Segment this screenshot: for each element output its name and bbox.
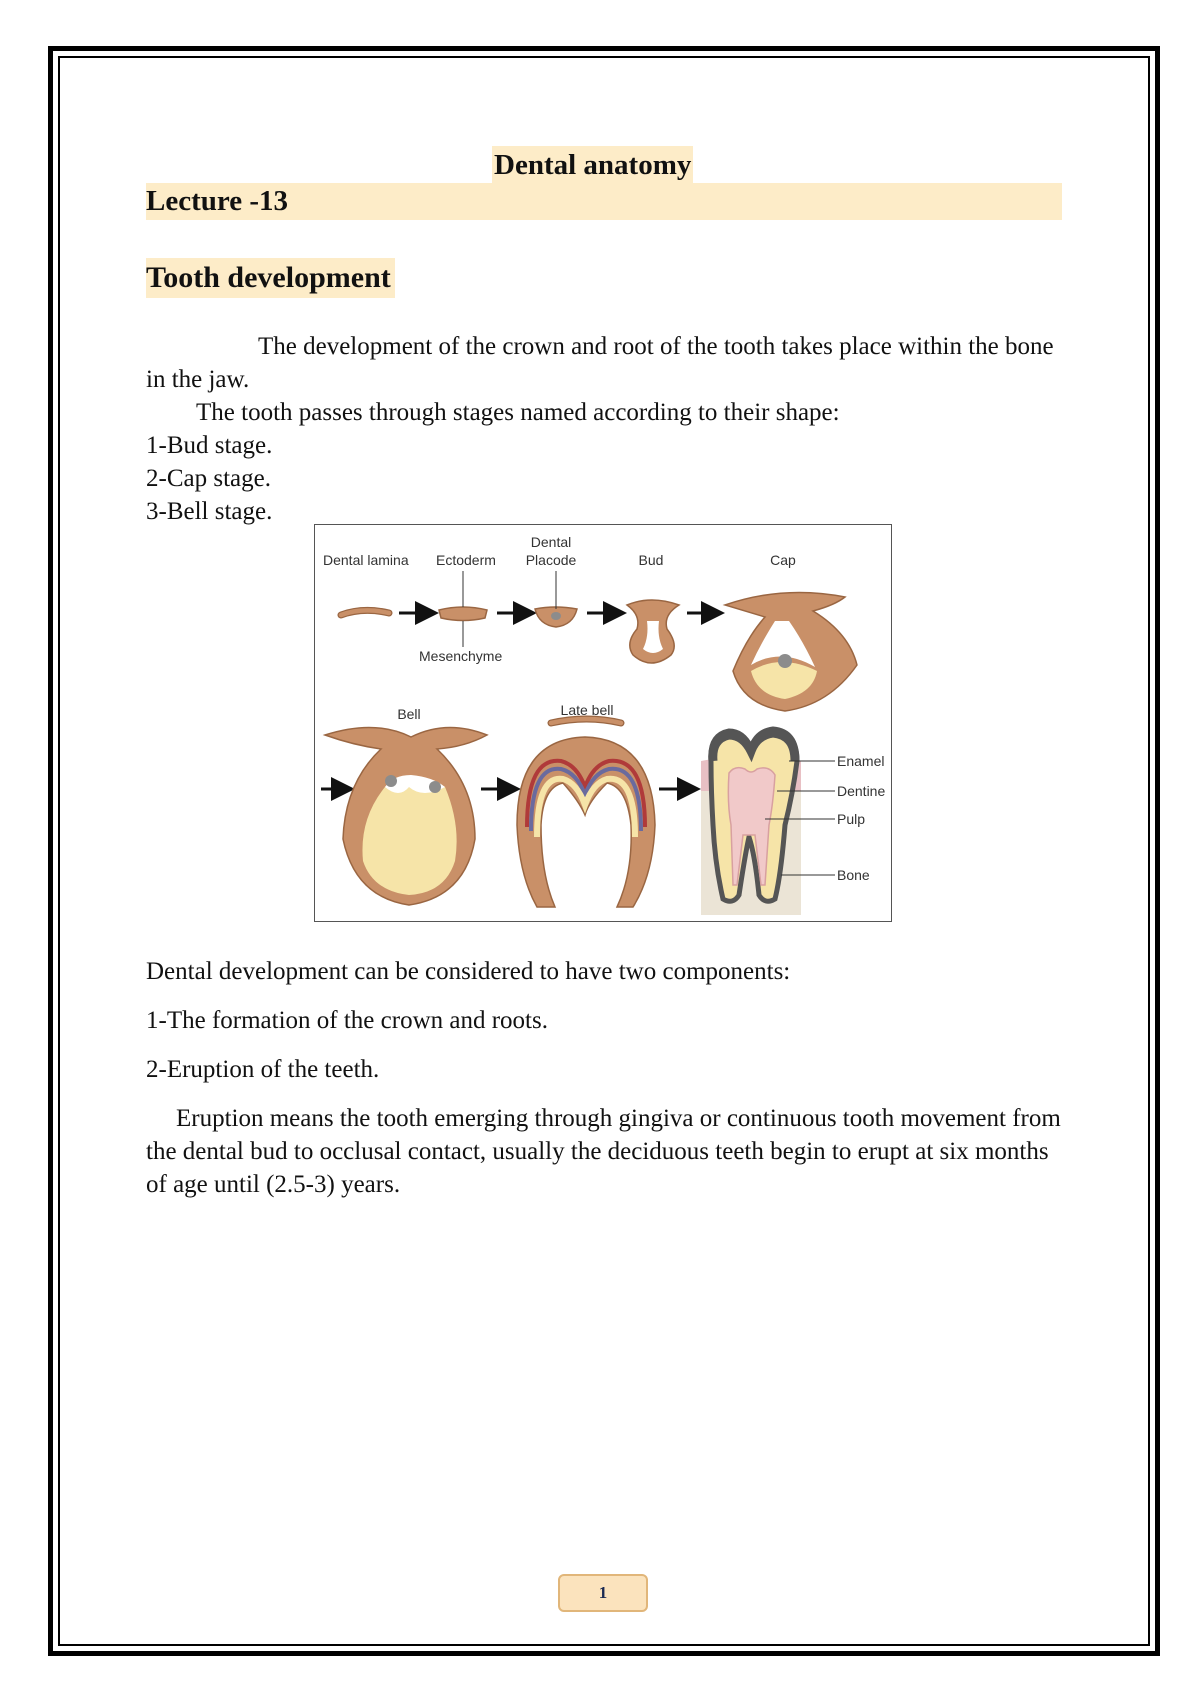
- label-ectoderm: Ectoderm: [436, 552, 496, 568]
- components-intro: Dental development can be considered to have two components:: [146, 958, 791, 985]
- stage-item-cap: 2-Cap stage.: [146, 465, 271, 492]
- label-placode: Placode: [525, 552, 577, 568]
- label-bone: Bone: [837, 867, 870, 883]
- label-mesenchyme: Mesenchyme: [419, 648, 503, 664]
- lecture-heading: Lecture -13: [146, 183, 1062, 220]
- label-dental: Dental: [530, 534, 572, 550]
- label-dentine: Dentine: [837, 783, 886, 799]
- label-dental-lamina: Dental lamina: [323, 552, 409, 568]
- section-title: Tooth development: [146, 258, 395, 298]
- label-late-bell: Late bell: [560, 702, 614, 718]
- label-pulp: Pulp: [837, 811, 866, 827]
- tooth-development-figure: [314, 524, 892, 922]
- stage-item-bud: 1-Bud stage.: [146, 432, 273, 459]
- stage-item-bell: 3-Bell stage.: [146, 498, 273, 525]
- label-bell: Bell: [397, 706, 421, 722]
- stages-intro: The tooth passes through stages named according to their shape:: [196, 399, 840, 426]
- page-number-badge: 1: [558, 1574, 648, 1612]
- ectoderm-shape: [439, 607, 487, 621]
- label-enamel: Enamel: [837, 753, 885, 769]
- placode-node: [551, 612, 561, 620]
- document-title: Dental anatomy: [492, 146, 693, 184]
- enamel-knot: [778, 654, 792, 668]
- stages-list: [146, 429, 272, 528]
- tooth-development-diagram: [315, 525, 891, 921]
- label-bud: Bud: [638, 552, 664, 568]
- label-cap: Cap: [770, 552, 796, 568]
- eruption-paragraph: Eruption means the tooth emerging through gingiva or continuous tooth movement from the dental bud to occlusal contact, usually the deciduous teeth begin to erupt at six months of age until (2.5-3) years.: [146, 1105, 1061, 1198]
- component-item-eruption: 2-Eruption of the teeth.: [146, 1056, 380, 1083]
- intro-paragraph: The development of the crown and root of the tooth takes place within the bone in the jaw.: [146, 333, 1054, 393]
- component-item-formation: 1-The formation of the crown and roots.: [146, 1007, 548, 1034]
